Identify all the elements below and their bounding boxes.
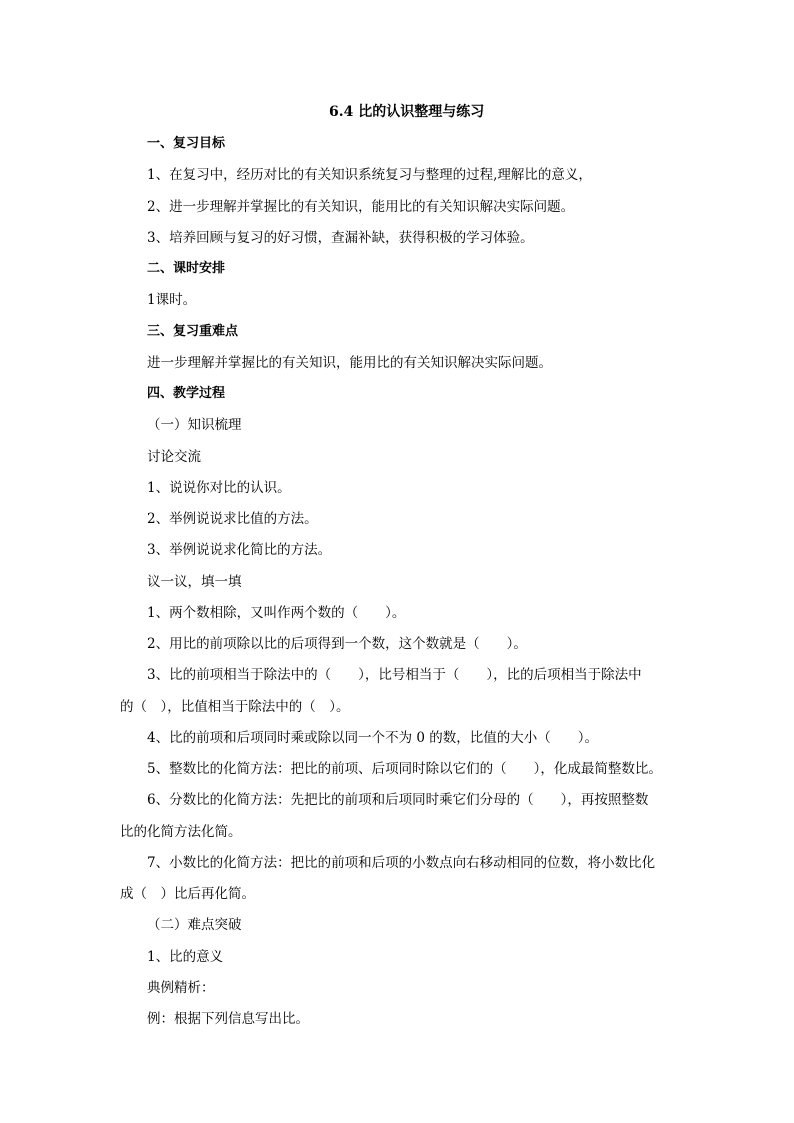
question-3-line-2: 的（ ），比值相当于除法中的（ ）。	[120, 699, 350, 715]
question-5: 5、整数比的化简方法：把比的前项、后项同时除以它们的（ ），化成最简整数比。	[147, 761, 662, 777]
question-6-line-1: 6、分数比的化简方法：先把比的前项和后项同时乘它们分母的（ ），再按照整数	[147, 792, 649, 808]
goal-item-2: 2、进一步理解并掌握比的有关知识，能用比的有关知识解决实际问题。	[147, 199, 575, 215]
point-ratio-meaning: 1、比的意义	[147, 949, 224, 965]
discuss-item-1: 1、说说你对比的认识。	[147, 480, 291, 496]
discuss-item-3: 3、举例说说求化简比的方法。	[147, 542, 332, 558]
schedule-text: 1课时。	[147, 292, 197, 308]
analysis-label: 典例精析：	[147, 980, 215, 996]
keypoints-text: 进一步理解并掌握比的有关知识，能用比的有关知识解决实际问题。	[147, 355, 552, 371]
question-6-line-2: 比的化简方法化简。	[120, 824, 242, 840]
section-heading-goals: 一、复习目标	[147, 136, 226, 151]
section-heading-process: 四、教学过程	[147, 386, 226, 401]
goal-item-1: 1、在复习中，经历对比的有关知识系统复习与整理的过程,理解比的意义，	[147, 167, 592, 183]
question-7-line-1: 7、小数比的化简方法：把比的前项和后项的小数点向右移动相同的位数，将小数比化	[147, 855, 656, 871]
question-7-line-2: 成（ ）比后再化简。	[120, 886, 255, 902]
discuss-item-2: 2、举例说说求比值的方法。	[147, 511, 318, 527]
question-1: 1、两个数相除，又叫作两个数的（ ）。	[147, 605, 406, 621]
question-3-line-1: 3、比的前项相当于除法中的（ ），比号相当于（ ），比的后项相当于除法中	[147, 667, 642, 683]
section-heading-keypoints: 三、复习重难点	[147, 324, 239, 339]
fill-label: 议一议，填一填	[147, 574, 242, 590]
subsection-difficulty: （二）难点突破	[147, 917, 242, 933]
question-2: 2、用比的前项除以比的后项得到一个数，这个数就是（ ）。	[147, 636, 527, 652]
goal-item-3: 3、培养回顾与复习的好习惯，查漏补缺，获得积极的学习体验。	[147, 230, 534, 246]
subsection-knowledge: （一）知识梳理	[147, 417, 242, 433]
document-title: 6.4 比的认识整理与练习	[329, 104, 485, 120]
discuss-label: 讨论交流	[147, 449, 201, 465]
question-4: 4、比的前项和后项同时乘或除以同一个不为 0 的数，比值的大小（ ）。	[147, 730, 599, 746]
example-text: 例：根据下列信息写出比。	[147, 1011, 309, 1027]
section-heading-schedule: 二、课时安排	[147, 261, 226, 276]
